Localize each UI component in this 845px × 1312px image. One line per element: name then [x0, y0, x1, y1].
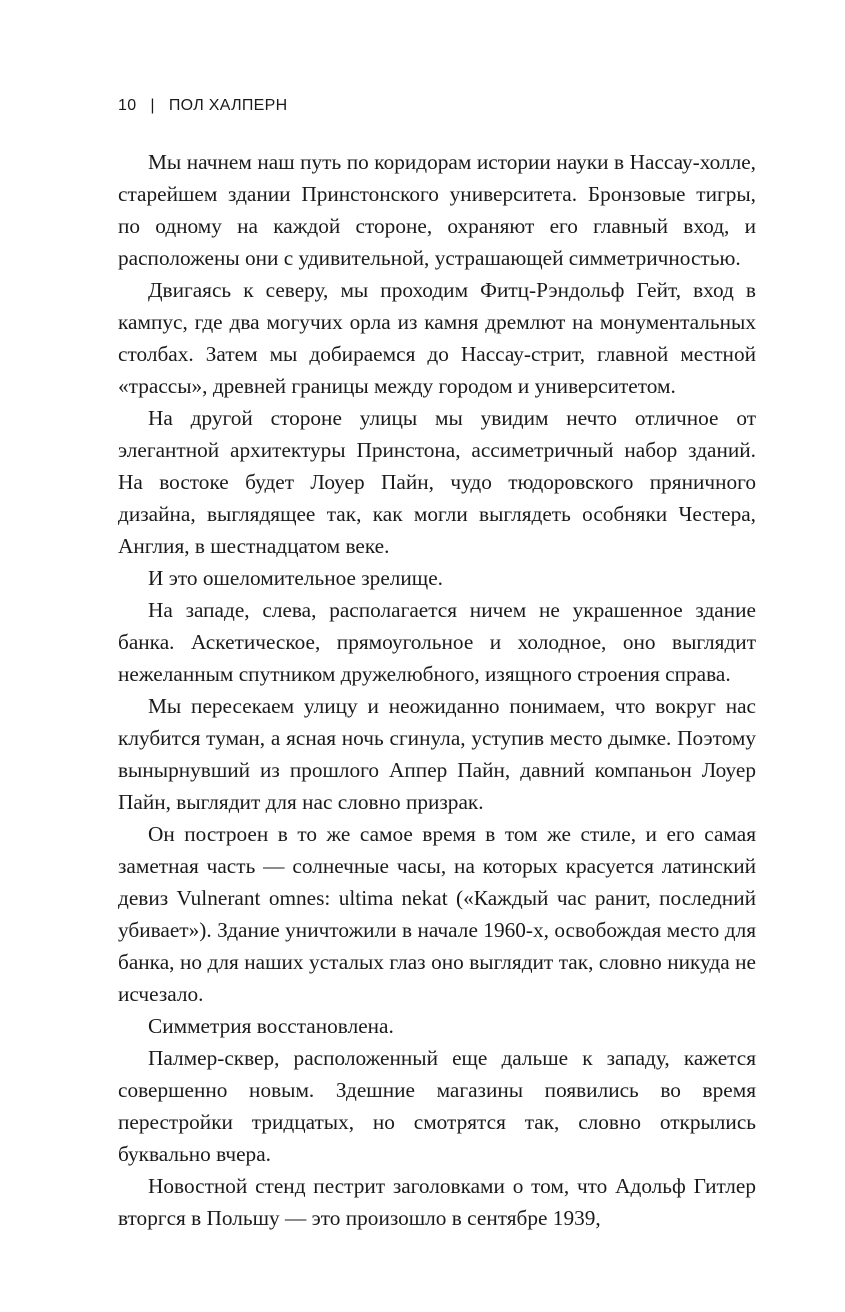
paragraph-3: На другой стороне улицы мы увидим нечто отличное от элегантной архитектуры Принстона, ассиметричный набор зданий. На востоке будет Лоуер Пайн, чудо тюдоровского пряничного дизайна, выглядящее так, как могли выглядеть особняки Честера, Англия, в шестнадцатом веке. [118, 406, 756, 558]
paragraph-2: Двигаясь к северу, мы проходим Фитц-Рэндольф Гейт, вход в кампус, где два могучих орла из камня дремлют на монументальных столбах. Затем мы добираемся до Нассау-стрит, главной местной «трассы», древней границы между городом и университетом. [118, 278, 756, 398]
body-text [118, 146, 756, 1234]
running-header [118, 97, 287, 115]
paragraph-5: На западе, слева, располагается ничем не украшенное здание банка. Аскетическое, прямоугольное и холодное, оно выглядит нежеланным спутником дружелюбного, изящного строения справа. [118, 598, 756, 686]
paragraph-6: Мы пересекаем улицу и неожиданно понимаем, что вокруг нас клубится туман, а ясная ночь сгинула, уступив место дымке. Поэтому вынырнувший из прошлого Аппер Пайн, давний компаньон Лоуер Пайн, выглядит для нас словно призрак. [118, 694, 756, 814]
paragraph-1: Мы начнем наш путь по коридорам истории науки в Нассау-холле, старейшем здании Принстонского университета. Бронзовые тигры, по одному на каждой стороне, охраняют его главный вход, и расположены они с удивительной, устрашающей симметричностью. [118, 150, 756, 270]
header-separator: | [150, 97, 155, 114]
paragraph-8: Симметрия восстановлена. [148, 1014, 394, 1038]
paragraph-10: Новостной стенд пестрит заголовками о том, что Адольф Гитлер вторгся в Польшу — это произошло в сентябре 1939, [118, 1174, 756, 1230]
author-name: ПОЛ ХАЛПЕРН [168, 97, 288, 114]
paragraph-7: Он построен в то же самое время в том же стиле, и его самая заметная часть — солнечные часы, на которых красуется латинский девиз Vulnerant omnes: ultima nekat («Каждый час ранит, последний убивает»). Здание уничтожили в начале 1960-х, освобождая место для банка, но для наших усталых глаз оно выглядит так, словно никуда не исчезало. [118, 822, 756, 1006]
paragraph-9: Палмер-сквер, расположенный еще дальше к западу, кажется совершенно новым. Здешние магазины появились во время перестройки тридцатых, но смотрятся так, словно открылись буквально вчера. [118, 1046, 756, 1166]
page-number: 10 [118, 97, 137, 114]
paragraph-4: И это ошеломительное зрелище. [148, 566, 443, 590]
